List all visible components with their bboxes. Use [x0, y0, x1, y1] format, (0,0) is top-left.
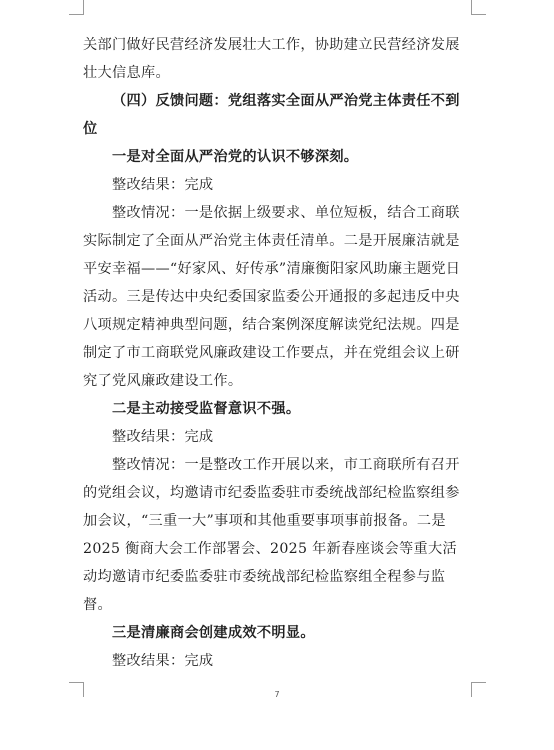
paragraph-line: 加会议，“三重一大”事项和其他重要事项事前报备。二是	[83, 513, 446, 529]
paragraph-line: 关部门做好民营经济发展壮大工作，协助建立民营经济发展	[83, 37, 460, 53]
result-line: 整改结果：完成	[112, 177, 214, 193]
paragraph-line: 究了党风廉政建设工作。	[83, 373, 243, 389]
result-line: 整改结果：完成	[112, 653, 214, 669]
paragraph-line: 2025 衡商大会工作部署会、2025 年新春座谈会等重大活	[83, 541, 457, 557]
paragraph-line: 制定了市工商联党风廉政建设工作要点，并在党组会议上研	[83, 345, 460, 361]
section-heading-cont: 位	[83, 121, 98, 137]
paragraph-line: 督。	[83, 597, 112, 613]
page-number: 7	[274, 690, 280, 699]
crop-mark-top-left	[69, 0, 84, 15]
subheading: 二是主动接受监督意识不强。	[112, 401, 301, 417]
result-line: 整改结果：完成	[112, 429, 214, 445]
crop-mark-top-right	[471, 0, 486, 15]
paragraph-line: 活动。三是传达中央纪委国家监委公开通报的多起违反中央	[83, 289, 460, 305]
paragraph-line: 整改情况：一是整改工作开展以来，市工商联所有召开	[112, 457, 460, 473]
subheading: 一是对全面从严治党的认识不够深刻。	[112, 149, 359, 165]
subheading: 三是清廉商会创建成效不明显。	[112, 625, 315, 641]
paragraph-line: 的党组会议，均邀请市纪委监委驻市委统战部纪检监察组参	[83, 485, 460, 501]
paragraph-line: 整改情况：一是依据上级要求、单位短板，结合工商联	[112, 205, 460, 221]
paragraph-line: 壮大信息库。	[83, 65, 170, 81]
paragraph-line: 八项规定精神典型问题，结合案例深度解读党纪法规。四是	[83, 317, 460, 333]
paragraph-line: 动均邀请市纪委监委驻市委统战部纪检监察组全程参与监	[83, 569, 446, 585]
paragraph-line: 实际制定了全面从严治党主体责任清单。二是开展廉洁就是	[83, 233, 460, 249]
paragraph-line: 平安幸福——“好家风、好传承”清廉衡阳家风助廉主题党日	[83, 261, 461, 277]
document-body	[83, 31, 473, 675]
section-heading: （四）反馈问题：党组落实全面从严治党主体责任不到	[112, 93, 460, 109]
